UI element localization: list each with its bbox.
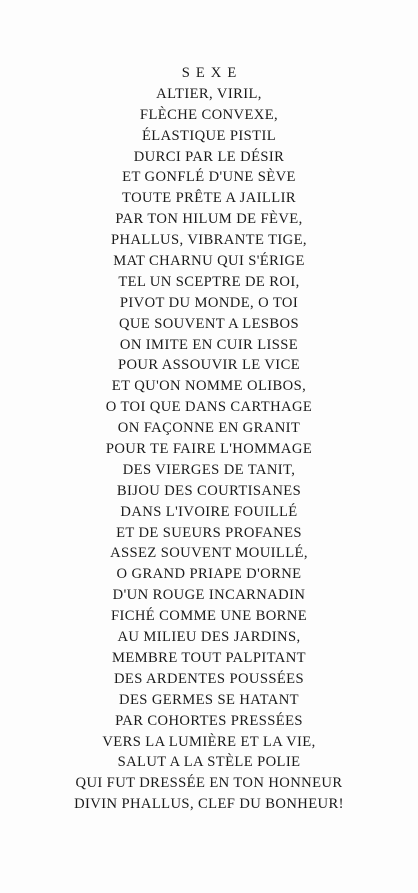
poem-line: ON IMITE EN CUIR LISSE xyxy=(119,336,299,353)
poem-line: PIVOT DU MONDE, O TOI xyxy=(119,294,299,311)
poem-line: O GRAND PRIAPE D'ORNE xyxy=(116,566,302,583)
poem-line: DES GERMES SE HATANT xyxy=(119,691,299,708)
poem-line: POUR ASSOUVIR LE VICE xyxy=(117,357,301,374)
poem-line: DIVIN PHALLUS, CLEF DU BONHEUR! xyxy=(74,796,344,813)
poem-line: QUI FUT DRESSÉE EN TON HONNEUR xyxy=(75,775,343,792)
poem-line: VERS LA LUMIÈRE ET LA VIE, xyxy=(102,733,316,750)
poem-line: AU MILIEU DES JARDINS, xyxy=(117,629,301,646)
poem-line: QUE SOUVENT A LESBOS xyxy=(118,315,300,332)
poem-line: PHALLUS, VIBRANTE TIGE, xyxy=(111,232,307,249)
poem-line: ASSEZ SOUVENT MOUILLÉ, xyxy=(110,545,308,562)
poem-line: MEMBRE TOUT PALPITANT xyxy=(111,649,306,666)
poem-line: ET DE SUEURS PROFANES xyxy=(116,524,302,541)
poem-line: ET QU'ON NOMME OLIBOS, xyxy=(111,378,307,395)
poem-line: PAR TON HILUM DE FÈVE, xyxy=(115,211,303,228)
poem-line: TOUTE PRÊTE A JAILLIR xyxy=(122,190,296,207)
poem-title: SEXE xyxy=(181,65,243,81)
poem-line: FLÈCHE CONVEXE, xyxy=(139,106,279,123)
poem-line: FICHÉ COMME UNE BORNE xyxy=(110,608,308,625)
poem-line: O TOI QUE DANS CARTHAGE xyxy=(105,399,313,416)
poem-line: ALTIER, VIRIL, xyxy=(156,85,262,102)
poem-line: PAR COHORTES PRESSÉES xyxy=(115,712,303,729)
poem-line: ÉLASTIQUE PISTIL xyxy=(141,127,277,144)
poem-line: POUR TE FAIRE L'HOMMAGE xyxy=(105,441,313,458)
poem-line: BIJOU DES COURTISANES xyxy=(116,482,302,499)
poem-line: D'UN ROUGE INCARNADIN xyxy=(112,587,306,604)
poem-line: DES ARDENTES POUSSÉES xyxy=(113,670,305,687)
poem-line: DANS L'IVOIRE FOUILLÉ xyxy=(120,503,298,520)
poem-line: SALUT A LA STÈLE POLIE xyxy=(117,754,301,771)
poem-line: ON FAÇONNE EN GRANIT xyxy=(117,420,301,437)
poem-line: ET GONFLÉ D'UNE SÈVE xyxy=(122,169,296,186)
poem-line: MAT CHARNU QUI S'ÉRIGE xyxy=(113,253,305,270)
poem-line: DURCI PAR LE DÉSIR xyxy=(133,148,285,165)
poem xyxy=(0,63,418,815)
poem-line: DES VIERGES DE TANIT, xyxy=(122,461,296,478)
poem-line: TEL UN SCEPTRE DE ROI, xyxy=(118,273,300,290)
